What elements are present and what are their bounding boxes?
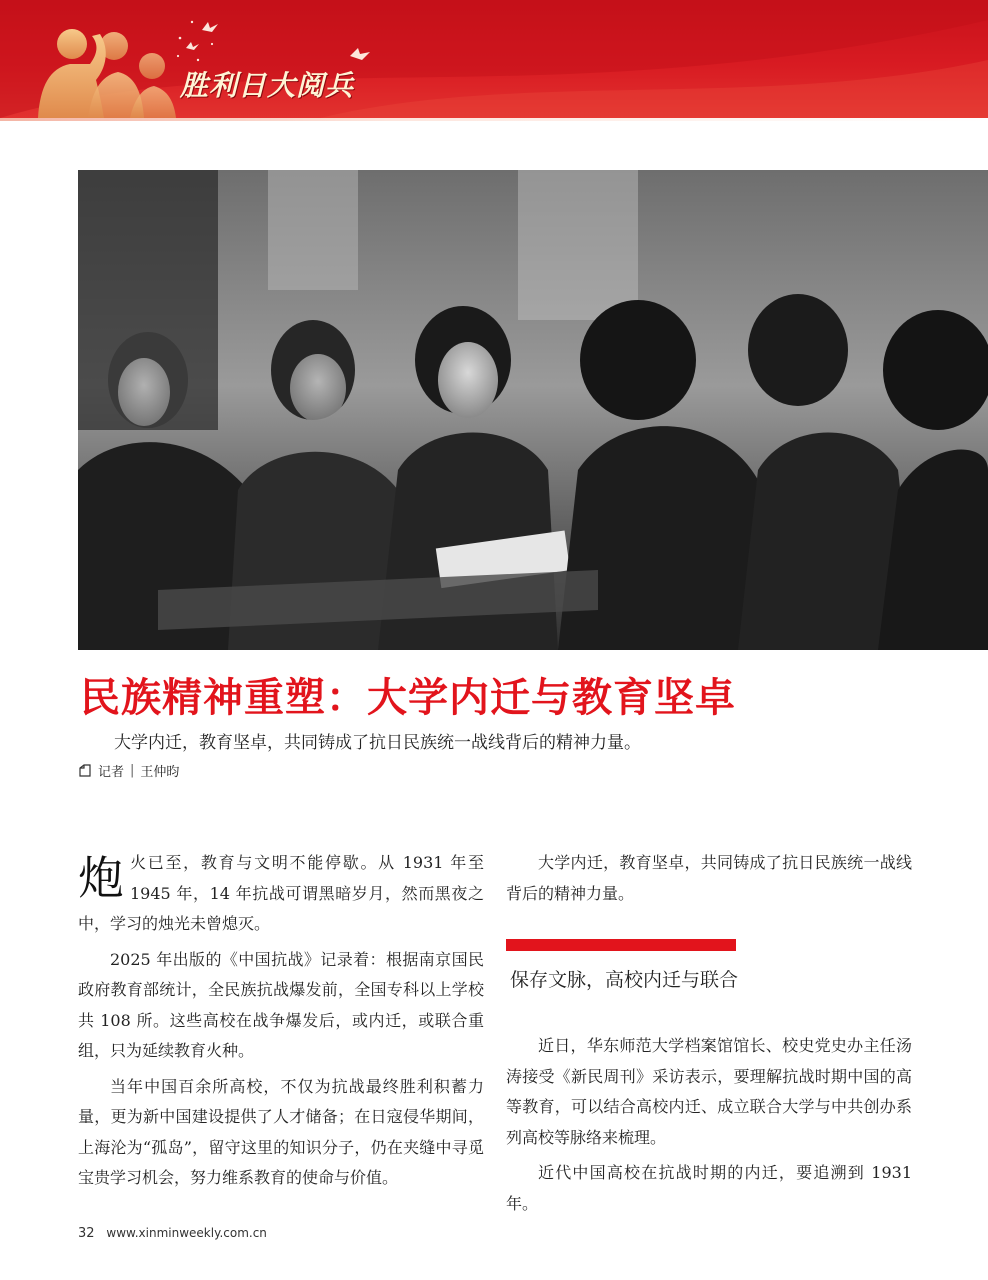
byline xyxy=(78,761,179,780)
hero-photo xyxy=(78,170,988,650)
page-number: 32 xyxy=(78,1226,95,1241)
left-column xyxy=(78,848,484,1199)
paragraph: 近日，华东师范大学档案馆馆长、校史党史办主任汤涛接受《新民周刊》采访表示，要理解抗战时期中国的高等教育，可以结合高校内迁、成立联合大学与中共创办系列高校等脉络来梳理。 xyxy=(506,1036,912,1147)
saluting-soldiers-icon xyxy=(30,6,180,118)
doves-icon xyxy=(172,8,372,68)
article-dek: 大学内迁，教育坚卓，共同铸成了抗日民族统一战线背后的精神力量。 xyxy=(114,733,641,753)
website-url: www.xinminweekly.com.cn xyxy=(106,1226,267,1240)
byline-separator: | xyxy=(130,763,135,778)
page-footer xyxy=(78,1226,267,1241)
paragraph xyxy=(78,848,484,940)
byline-label: 记者 xyxy=(98,765,125,780)
drop-cap: 炮 xyxy=(78,851,124,905)
byline-author: 王仲昀 xyxy=(140,765,180,780)
right-column xyxy=(506,848,912,1224)
paragraph: 2025 年出版的《中国抗战》记录着：根据南京国民政府教育部统计，全民族抗战爆发前，全国专科以上学校共 108 所。这些高校在战争爆发后，或内迁，或联合重组，只为延续教育火种。 xyxy=(78,949,484,1060)
subhead-rule xyxy=(506,939,736,951)
section-banner xyxy=(0,0,988,118)
students-studying-photo xyxy=(78,170,988,650)
paragraph: 当年中国百余所高校，不仅为抗战最终胜利积蓄力量，更为新中国建设提供了人才储备；在日寇侵华期间，上海沦为“孤岛”，留守这里的知识分子，仍在夹缝中寻觅宝贵学习机会，努力维系教育的使命与价值。 xyxy=(78,1076,484,1187)
paragraph: 近代中国高校在抗战时期的内迁，要追溯到 1931 年。 xyxy=(506,1163,912,1213)
section-title: 胜利日大阅兵 xyxy=(180,69,355,102)
banner-divider xyxy=(0,118,988,121)
pen-icon xyxy=(78,764,92,778)
paragraph-text: 火已至，教育与文明不能停歇。从 1931 年至 1945 年，14 年抗战可谓黑暗岁月，然而黑夜之中，学习的烛光未曾熄灭。 xyxy=(78,853,484,933)
section-subhead: 保存文脉，高校内迁与联合 xyxy=(510,969,739,991)
paragraph: 大学内迁，教育坚卓，共同铸成了抗日民族统一战线背后的精神力量。 xyxy=(506,853,912,903)
article-headline: 民族精神重塑：大学内迁与教育坚卓 xyxy=(80,675,736,721)
